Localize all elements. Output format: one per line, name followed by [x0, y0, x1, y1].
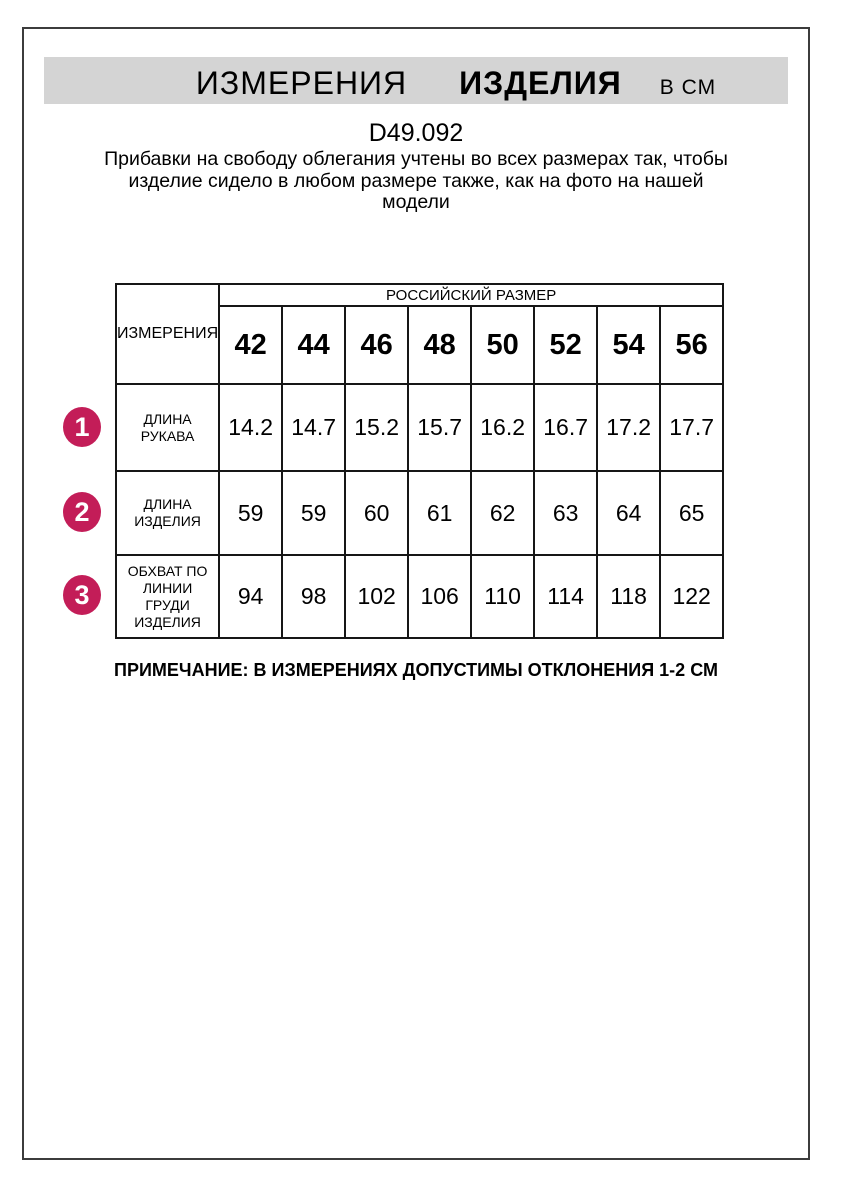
title-unit-cm: В СМ — [659, 76, 717, 99]
table-cell: 98 — [282, 555, 345, 638]
size-group-header: РОССИЙСКИЙ РАЗМЕР — [219, 284, 723, 306]
size-table — [115, 283, 724, 639]
table-cell: 59 — [219, 471, 282, 555]
table-cell: 14.7 — [282, 384, 345, 471]
row-number-badge-3 — [63, 575, 101, 615]
tolerance-note: ПРИМЕЧАНИЕ: В ИЗМЕРЕНИЯХ ДОПУСТИМЫ ОТКЛОНЕНИЯ 1-2 СМ — [114, 660, 718, 680]
description — [24, 149, 808, 214]
row-number-badge-1 — [63, 407, 101, 447]
size-table-wrap — [74, 283, 724, 639]
row-label-item-length: ДЛИНА ИЗДЕЛИЯ — [116, 471, 219, 555]
row-label-sleeve-length: ДЛИНА РУКАВА — [116, 384, 219, 471]
size-header-48: 48 — [408, 306, 471, 384]
table-cell: 106 — [408, 555, 471, 638]
product-code: D49.092 — [368, 119, 464, 147]
size-header-50: 50 — [471, 306, 534, 384]
header-bar — [44, 57, 788, 104]
size-header-56: 56 — [660, 306, 723, 384]
table-cell: 17.7 — [660, 384, 723, 471]
page-border-frame — [22, 27, 810, 1160]
table-cell: 65 — [660, 471, 723, 555]
table-cell: 62 — [471, 471, 534, 555]
row-number-badge-2 — [63, 492, 101, 532]
description-line-1: Прибавки на свободу облегания учтены во всех размерах так, чтобы — [104, 148, 728, 170]
description-line-2: изделие сидело в любом размере также, как на фото на нашей — [128, 169, 704, 192]
table-cell: 16.2 — [471, 384, 534, 471]
table-cell: 61 — [408, 471, 471, 555]
table-cell: 59 — [282, 471, 345, 555]
table-cell: 17.2 — [597, 384, 660, 471]
table-cell: 118 — [597, 555, 660, 638]
size-header-46: 46 — [345, 306, 408, 384]
table-cell: 15.7 — [408, 384, 471, 471]
page-title — [84, 57, 828, 104]
size-header-52: 52 — [534, 306, 597, 384]
measurements-column-header: ИЗМЕРЕНИЯ — [116, 284, 219, 384]
description-line-3: модели — [382, 191, 450, 213]
title-word-measurements: ИЗМЕРЕНИЯ — [195, 65, 408, 101]
size-header-44: 44 — [282, 306, 345, 384]
table-cell: 14.2 — [219, 384, 282, 471]
title-word-product: ИЗДЕЛИЯ — [459, 65, 622, 101]
table-cell: 114 — [534, 555, 597, 638]
table-cell: 94 — [219, 555, 282, 638]
table-row — [116, 384, 723, 471]
table-cell: 122 — [660, 555, 723, 638]
table-cell: 64 — [597, 471, 660, 555]
table-row — [116, 555, 723, 638]
size-header-54: 54 — [597, 306, 660, 384]
table-row — [116, 471, 723, 555]
size-header-42: 42 — [219, 306, 282, 384]
table-cell: 16.7 — [534, 384, 597, 471]
badge-number: 3 — [74, 579, 90, 610]
table-cell: 15.2 — [345, 384, 408, 471]
table-cell: 60 — [345, 471, 408, 555]
badge-number: 1 — [74, 411, 90, 442]
table-cell: 102 — [345, 555, 408, 638]
table-row — [116, 284, 723, 306]
row-label-chest-girth: ОБХВАТ ПО ЛИНИИ ГРУДИ ИЗДЕЛИЯ — [116, 555, 219, 638]
badge-number: 2 — [74, 496, 90, 527]
table-cell: 110 — [471, 555, 534, 638]
table-cell: 63 — [534, 471, 597, 555]
